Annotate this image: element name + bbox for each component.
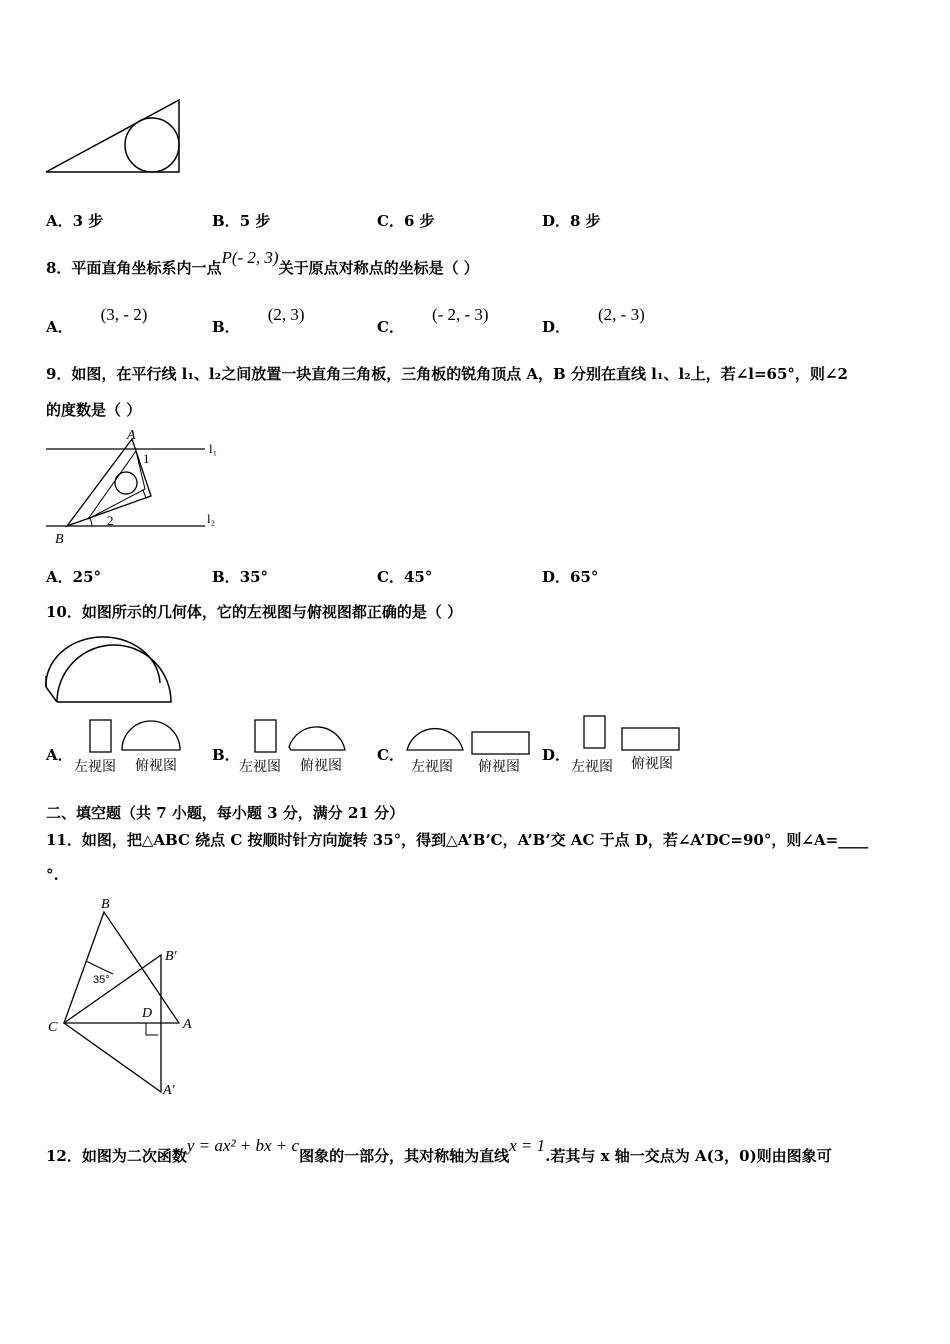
label-a: A bbox=[183, 1017, 192, 1032]
q12-function: y = ax² + bx + c bbox=[186, 1136, 300, 1155]
set-square-hole bbox=[115, 472, 137, 494]
angle-35-arc bbox=[86, 961, 113, 974]
q9-option-a: A．25° bbox=[46, 568, 102, 586]
option-c-top-view-label: 俯视图 bbox=[478, 758, 520, 774]
section2-title: 二、填空题（共 7 小题，每小题 3 分，满分 21 分） bbox=[46, 804, 405, 822]
label-l2: l₂ bbox=[207, 511, 216, 526]
q11-question-line2: °. bbox=[46, 866, 59, 884]
q9-option-b: B．35° bbox=[212, 568, 269, 586]
q12-question: 12．如图为二次函数y = ax² + bx + c图象的一部分，其对称轴为直线x = 1.若其与 x 轴一交点为 A(3，0)则由图象可 bbox=[46, 1136, 832, 1165]
q10-option-d-letter: D． bbox=[542, 746, 571, 764]
q11-question-line1: 11．如图，把△ABC 绕点 C 按顺时针方向旋转 35°，得到△A’B’C，A’B’交 AC 于点 D，若∠A’DC=90°，则∠A=____ bbox=[46, 831, 869, 849]
label-angle2: 2 bbox=[107, 513, 114, 528]
label-d: D bbox=[142, 1006, 153, 1021]
edge-left bbox=[46, 687, 57, 702]
label-bp: B′ bbox=[165, 949, 177, 964]
q8-option-d: D．(2, - 3) bbox=[542, 305, 645, 336]
label-b: B bbox=[55, 532, 64, 547]
option-a-left-view-label: 左视图 bbox=[74, 758, 116, 774]
q9-option-d: D．65° bbox=[542, 568, 599, 586]
triangle-outline bbox=[46, 100, 179, 172]
q8-question: 8．平面直角坐标系内一点P(- 2, 3)关于原点对称点的坐标是（ ） bbox=[46, 248, 479, 277]
back-half-disk bbox=[46, 637, 160, 687]
q9-question-line1: 9．如图，在平行线 l₁、l₂之间放置一块直角三角板，三角板的锐角顶点 A，B 分别在直线 l₁、l₂上，若∠l=65°，则∠2 bbox=[46, 365, 848, 383]
q10-solid-figure bbox=[0, 630, 950, 710]
option-b-top-view bbox=[289, 727, 345, 750]
q7-option-a: A．3 步 bbox=[46, 212, 104, 230]
q12-axis: x = 1 bbox=[509, 1136, 546, 1155]
label-b: B bbox=[101, 897, 110, 912]
q10-option-c-letter: C． bbox=[377, 746, 404, 764]
q7-option-d: D．8 步 bbox=[542, 212, 601, 230]
option-b-left-view-label: 左视图 bbox=[239, 758, 281, 774]
label-ap: A′ bbox=[163, 1083, 175, 1098]
q8-option-b: B．(2, 3) bbox=[212, 305, 305, 336]
triangle-abc bbox=[64, 912, 179, 1023]
inscribed-circle bbox=[125, 118, 179, 172]
label-angle1: 1 bbox=[143, 451, 150, 466]
option-b-left-view bbox=[255, 720, 276, 752]
label-a: A bbox=[127, 428, 136, 443]
q7-option-c: C．6 步 bbox=[377, 212, 435, 230]
option-d-top-view-label: 俯视图 bbox=[631, 755, 673, 771]
option-c-top-view bbox=[472, 732, 529, 754]
option-d-left-view bbox=[584, 716, 605, 748]
option-c-left-view-label: 左视图 bbox=[411, 758, 453, 774]
q9-question-line2: 的度数是（ ） bbox=[46, 401, 142, 419]
q10-question: 10．如图所示的几何体，它的左视图与俯视图都正确的是（ ） bbox=[46, 603, 463, 621]
option-a-left-view bbox=[90, 720, 111, 752]
q9-option-c: C．45° bbox=[377, 568, 433, 586]
q10-option-a-letter: A． bbox=[46, 746, 73, 764]
right-angle-mark-d bbox=[146, 1023, 158, 1035]
q8-option-a: A．(3, - 2) bbox=[46, 305, 148, 336]
q7-triangle-figure bbox=[0, 0, 950, 200]
q10-option-b-letter: B． bbox=[212, 746, 240, 764]
q8-point: P(- 2, 3) bbox=[221, 248, 279, 267]
option-a-top-view-label: 俯视图 bbox=[135, 757, 177, 773]
option-a-top-view bbox=[122, 721, 180, 750]
q8-option-c: C．(- 2, - 3) bbox=[377, 305, 489, 336]
front-half-disk bbox=[57, 645, 171, 702]
option-d-top-view bbox=[622, 728, 679, 750]
angle-2-arc bbox=[90, 518, 92, 526]
q11-rotation-figure bbox=[0, 890, 950, 1110]
label-angle-35: 35° bbox=[93, 974, 110, 986]
option-d-left-view-label: 左视图 bbox=[571, 758, 613, 774]
label-l1: l₁ bbox=[209, 441, 218, 456]
option-b-top-view-label: 俯视图 bbox=[300, 757, 342, 773]
q9-parallel-lines-figure bbox=[0, 425, 950, 555]
option-c-left-view bbox=[407, 729, 463, 750]
q7-option-b: B．5 步 bbox=[212, 212, 271, 230]
label-c: C bbox=[48, 1020, 58, 1035]
